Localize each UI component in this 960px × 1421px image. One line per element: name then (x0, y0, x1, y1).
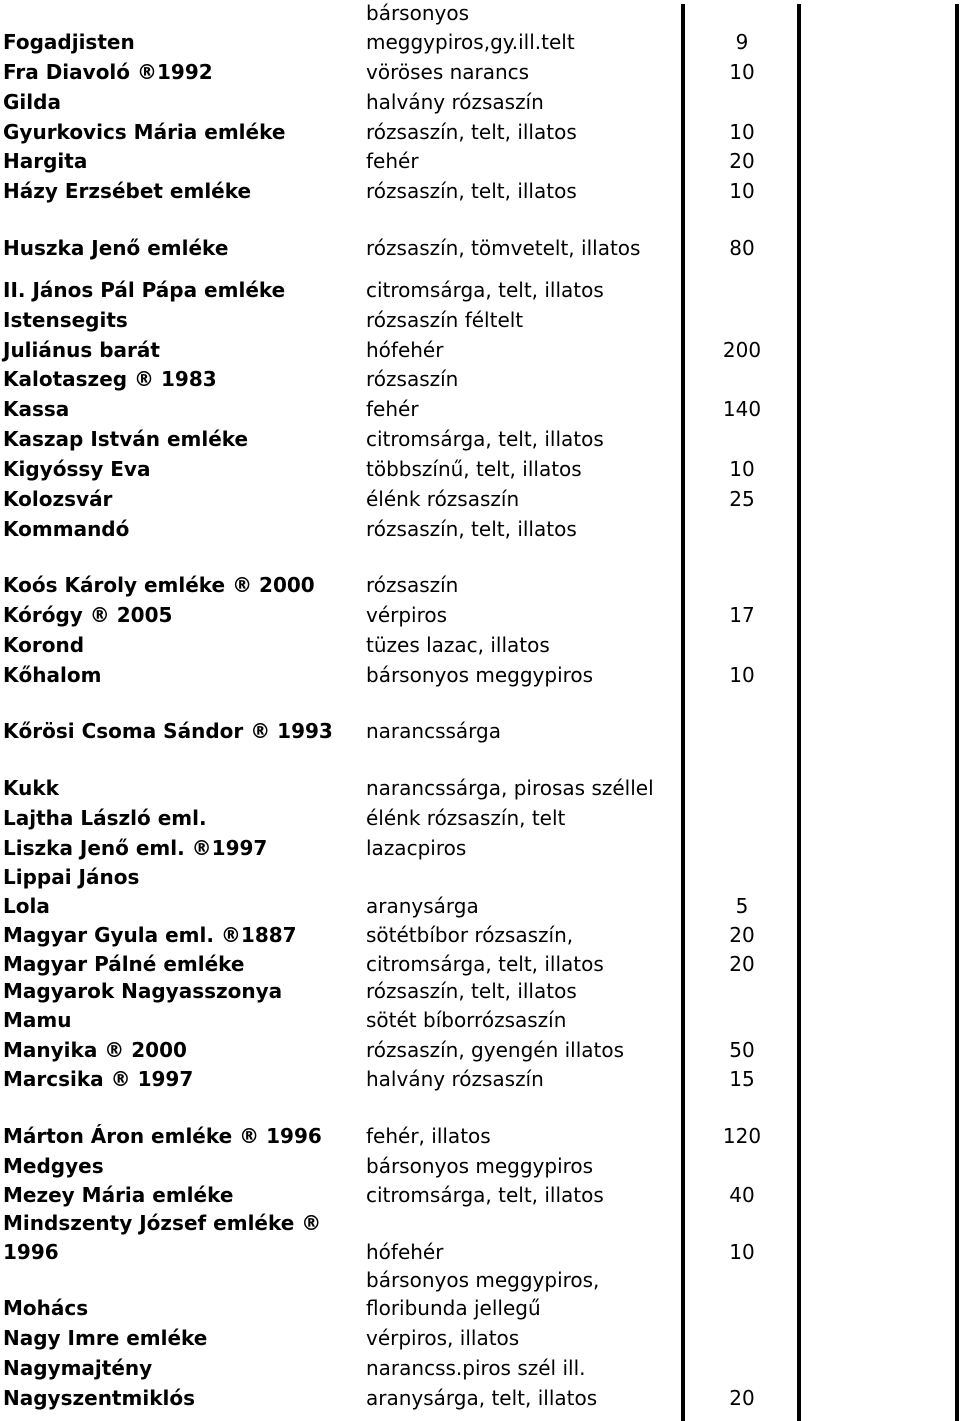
variety-color: rózsaszín féltelt (366, 308, 524, 332)
table-row (0, 833, 960, 863)
table-row (0, 233, 960, 263)
table-row (0, 424, 960, 454)
variety-name: Mohács (3, 1296, 89, 1320)
variety-name: Fogadjisten (3, 30, 135, 54)
table-row (0, 117, 960, 147)
table-row (0, 773, 960, 803)
table-row (0, 87, 960, 117)
variety-color: narancssárga (366, 719, 501, 743)
variety-color: citromsárga, telt, illatos (366, 952, 604, 976)
variety-quantity: 9 (735, 30, 749, 54)
variety-name: II. János Pál Pápa emléke (3, 278, 286, 302)
variety-color: tüzes lazac, illatos (366, 633, 550, 657)
variety-quantity: 10 (729, 179, 755, 203)
variety-quantity: 20 (729, 149, 755, 173)
variety-quantity: 5 (735, 894, 749, 918)
table-row (0, 1208, 960, 1238)
variety-color: rózsaszín, tömvetelt, illatos (366, 236, 641, 260)
variety-color: többszínű, telt, illatos (366, 457, 582, 481)
variety-name: Nagymajtény (3, 1356, 153, 1380)
table-row (0, 484, 960, 514)
variety-name: Lajtha László eml. (3, 806, 207, 830)
variety-quantity: 140 (722, 397, 762, 421)
variety-color: aranysárga, telt, illatos (366, 1386, 598, 1410)
variety-color: hófehér (366, 338, 444, 362)
table-row (0, 570, 960, 600)
variety-color: citromsárga, telt, illatos (366, 278, 604, 302)
variety-quantity: 10 (729, 457, 755, 481)
table-row (0, 176, 960, 206)
variety-name: Kőhalom (3, 663, 102, 687)
variety-quantity: 10 (729, 1240, 755, 1264)
table-row (0, 1237, 960, 1267)
variety-color: citromsárga, telt, illatos (366, 427, 604, 451)
variety-name: Mamu (3, 1008, 72, 1032)
variety-name: Huszka Jenő emléke (3, 236, 229, 260)
variety-name: Magyar Gyula eml. ®1887 (3, 923, 297, 947)
variety-quantity: 10 (729, 120, 755, 144)
variety-quantity: 50 (729, 1038, 755, 1062)
variety-quantity: 20 (729, 952, 755, 976)
variety-color: aranysárga (366, 894, 479, 918)
variety-color: rózsaszín, telt, illatos (366, 179, 577, 203)
variety-name: Kalotaszeg ® 1983 (3, 367, 217, 391)
table-row (0, 335, 960, 365)
variety-color: vöröses narancs (366, 60, 530, 84)
variety-name: Fra Diavoló ®1992 (3, 60, 213, 84)
variety-name: Kassa (3, 397, 70, 421)
variety-name: Medgyes (3, 1154, 104, 1178)
variety-name: Istensegits (3, 308, 128, 332)
table-row (0, 1035, 960, 1065)
table-row (0, 600, 960, 630)
variety-name: Korond (3, 633, 85, 657)
variety-color: vérpiros, illatos (366, 1326, 520, 1350)
variety-color: rózsaszín (366, 367, 459, 391)
table-row (0, 1151, 960, 1181)
variety-quantity: 80 (729, 236, 755, 260)
variety-color: bársonyos meggypiros (366, 663, 594, 687)
variety-name: Kőrösi Csoma Sándor ® 1993 (3, 719, 333, 743)
table-row (0, 1064, 960, 1094)
variety-color: lazacpiros (366, 836, 467, 860)
variety-name: Kórógy ® 2005 (3, 603, 173, 627)
variety-name: Kommandó (3, 517, 130, 541)
table-row (0, 1121, 960, 1151)
table-row (0, 862, 960, 892)
table-row (0, 1353, 960, 1383)
continued-color-text: bársonyos (366, 1, 469, 25)
variety-quantity: 25 (729, 487, 755, 511)
variety-quantity: 20 (729, 923, 755, 947)
variety-name: Marcsika ® 1997 (3, 1067, 194, 1091)
variety-color: narancss.piros szél ill. (366, 1356, 586, 1380)
variety-quantity: 17 (729, 603, 755, 627)
table-row (0, 1265, 960, 1295)
variety-name: Liszka Jenő eml. ®1997 (3, 836, 268, 860)
variety-name: Juliánus barát (3, 338, 160, 362)
variety-name: Gyurkovics Mária emléke (3, 120, 286, 144)
variety-quantity: 40 (729, 1183, 755, 1207)
table-row (0, 716, 960, 746)
variety-quantity: 10 (729, 663, 755, 687)
variety-color: sötétbíbor rózsaszín, (366, 923, 574, 947)
variety-color: fehér, illatos (366, 1124, 491, 1148)
variety-name: 1996 (3, 1240, 59, 1264)
variety-color: halvány rózsaszín (366, 1067, 544, 1091)
table-row (0, 275, 960, 305)
variety-color: fehér (366, 397, 419, 421)
variety-quantity: 20 (729, 1386, 755, 1410)
variety-quantity: 15 (729, 1067, 755, 1091)
table-row (0, 920, 960, 950)
table-row (0, 1005, 960, 1035)
table-row (0, 976, 960, 1006)
variety-name: Kigyóssy Eva (3, 457, 151, 481)
variety-name: Manyika ® 2000 (3, 1038, 187, 1062)
variety-color: rózsaszín, telt, illatos (366, 120, 577, 144)
variety-color: sötét bíborrózsaszín (366, 1008, 567, 1032)
variety-color: fehér (366, 149, 419, 173)
variety-name: Hargita (3, 149, 88, 173)
variety-color: élénk rózsaszín (366, 487, 520, 511)
variety-name: Lola (3, 894, 50, 918)
variety-name: Gilda (3, 90, 61, 114)
variety-color: rózsaszín, telt, illatos (366, 979, 577, 1003)
variety-color: halvány rózsaszín (366, 90, 544, 114)
variety-name: Lippai János (3, 865, 140, 889)
variety-quantity: 200 (722, 338, 762, 362)
variety-color: rózsaszín, telt, illatos (366, 517, 577, 541)
variety-name: Magyar Pálné emléke (3, 952, 245, 976)
variety-color: bársonyos meggypiros, (366, 1268, 600, 1292)
variety-name: Nagyszentmiklós (3, 1386, 195, 1410)
table-row (0, 57, 960, 87)
variety-color: vérpiros (366, 603, 448, 627)
table-row (0, 514, 960, 544)
variety-color: narancssárga, pirosas széllel (366, 776, 654, 800)
table-row (0, 949, 960, 979)
variety-color: rózsaszín, gyengén illatos (366, 1038, 625, 1062)
variety-name: Kaszap István emléke (3, 427, 249, 451)
table-row (0, 146, 960, 176)
table-row (0, 1383, 960, 1413)
table-row (0, 364, 960, 394)
table-row (0, 630, 960, 660)
variety-color: floribunda jellegű (366, 1296, 541, 1320)
table-row (0, 305, 960, 335)
variety-color: citromsárga, telt, illatos (366, 1183, 604, 1207)
variety-name: Kukk (3, 776, 59, 800)
variety-color: rózsaszín (366, 573, 459, 597)
variety-name: Kolozsvár (3, 487, 113, 511)
variety-name: Nagy Imre emléke (3, 1326, 208, 1350)
table-row (0, 1180, 960, 1210)
variety-name: Házy Erzsébet emléke (3, 179, 252, 203)
variety-color: élénk rózsaszín, telt (366, 806, 566, 830)
variety-color: bársonyos meggypiros (366, 1154, 594, 1178)
table-row (0, 660, 960, 690)
table-row (0, 1323, 960, 1353)
variety-color: meggypiros,gy.ill.telt (366, 30, 575, 54)
table-row (0, 1293, 960, 1323)
variety-quantity: 10 (729, 60, 755, 84)
table-row (0, 891, 960, 921)
table-row (0, 454, 960, 484)
variety-quantity: 120 (722, 1124, 762, 1148)
variety-color: hófehér (366, 1240, 444, 1264)
variety-name: Mindszenty József emléke ® (3, 1211, 322, 1235)
variety-name: Márton Áron emléke ® 1996 (3, 1124, 322, 1148)
variety-name: Magyarok Nagyasszonya (3, 979, 283, 1003)
variety-name: Mezey Mária emléke (3, 1183, 234, 1207)
variety-name: Koós Károly emléke ® 2000 (3, 573, 315, 597)
table-row (0, 27, 960, 57)
table-row (0, 394, 960, 424)
table-row (0, 803, 960, 833)
